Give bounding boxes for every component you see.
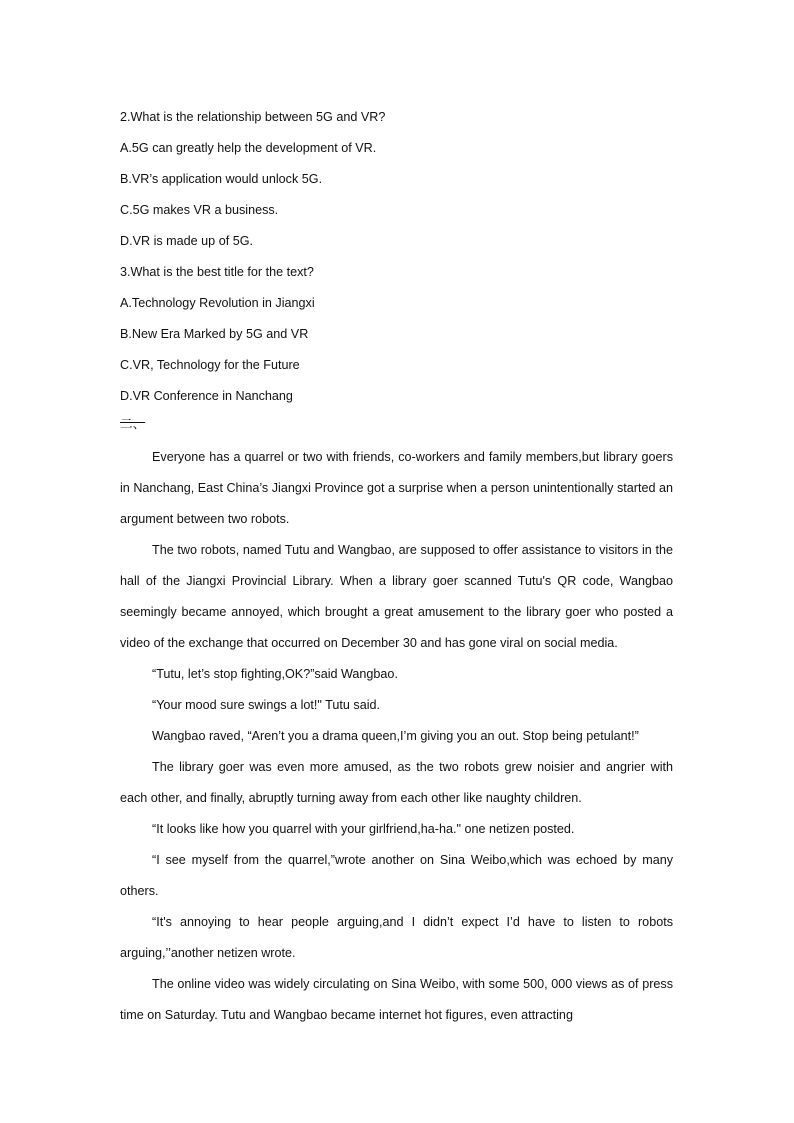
- paragraph: The online video was widely circulating on Sina Weibo, with some 500, 000 views as of press time on Saturday. Tutu and Wangbao became internet hot figures, even attracting: [120, 977, 673, 1022]
- option-c: C.5G makes VR a business.: [120, 203, 279, 217]
- paragraph: The two robots, named Tutu and Wangbao, are supposed to offer assistance to visitors in the hall of the Jiangxi Provincial Library. When a library goer scanned Tutu's QR code, Wangbao seemingly became annoyed, which brought a great amusement to the library goer who posted a video of the exchange that occurred on December 30 and has gone viral on social media.: [120, 543, 673, 650]
- question-stem: 3.What is the best title for the text?: [120, 265, 314, 279]
- question-3: [120, 257, 673, 412]
- question-2: [120, 102, 673, 257]
- paragraph: “It looks like how you quarrel with your girlfriend,ha-ha." one netizen posted.: [152, 822, 575, 836]
- option-b: B.VR’s application would unlock 5G.: [120, 172, 323, 186]
- paragraph: “I see myself from the quarrel,”wrote another on Sina Weibo,which was echoed by many others.: [120, 853, 673, 898]
- option-a: A.5G can greatly help the development of VR.: [120, 141, 377, 155]
- paragraph: Wangbao raved, “Aren’t you a drama queen,I’m giving you an out. Stop being petulant!”: [152, 729, 639, 743]
- section-marker-text: 二、: [120, 417, 146, 431]
- paragraph: The library goer was even more amused, as the two robots grew noisier and angrier with each other, and finally, abruptly turning away from each other like naughty children.: [120, 760, 673, 805]
- paragraph: Everyone has a quarrel or two with friends, co-workers and family members,but library goers in Nanchang, East China’s Jiangxi Province got a surprise when a person unintentionally started an argument between two robots.: [120, 450, 673, 526]
- option-c: C.VR, Technology for the Future: [120, 358, 300, 372]
- option-b: B.New Era Marked by 5G and VR: [120, 327, 309, 341]
- question-stem: 2.What is the relationship between 5G and VR?: [120, 110, 386, 124]
- passage: [120, 442, 673, 1031]
- paragraph: “It's annoying to hear people arguing,and I didn’t expect I’d have to listen to robots arguing,’’another netizen wrote.: [120, 915, 673, 960]
- option-d: D.VR is made up of 5G.: [120, 234, 253, 248]
- paragraph: “Your mood sure swings a lot!" Tutu said.: [152, 698, 381, 712]
- section-marker: [120, 414, 673, 434]
- document-page: [120, 102, 673, 1031]
- option-a: A.Technology Revolution in Jiangxi: [120, 296, 315, 310]
- option-d: D.VR Conference in Nanchang: [120, 389, 293, 403]
- paragraph: “Tutu, let’s stop fighting,OK?”said Wangbao.: [152, 667, 398, 681]
